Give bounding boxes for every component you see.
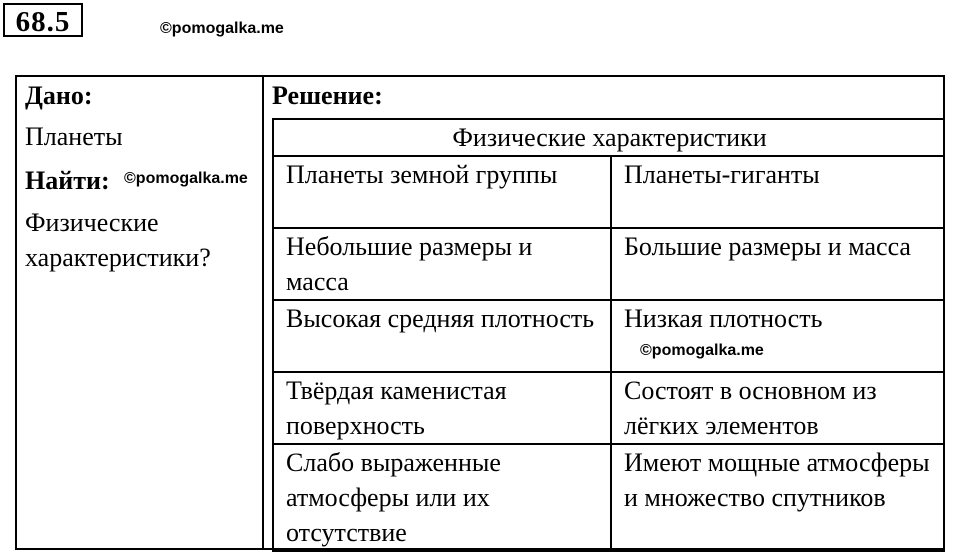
- column-divider: [262, 75, 264, 550]
- cell: Имеют мощные атмосферы и множество спутников: [611, 444, 944, 551]
- problem-number: 68.5: [3, 3, 83, 37]
- table-title: Физические характеристики: [273, 119, 944, 156]
- find-line-1: Физические: [25, 208, 159, 237]
- header-giants: Планеты-гиганты: [611, 156, 944, 228]
- cell: Большие размеры и масса: [611, 228, 944, 300]
- cell: Слабо выраженные атмосферы или их отсутствие: [273, 444, 611, 551]
- watermark: ©pomogalka.me: [160, 20, 284, 37]
- table-row: [273, 228, 944, 300]
- watermark: ©pomogalka.me: [640, 342, 764, 359]
- table-row: [273, 300, 944, 372]
- cell: Твёрдая каменистая поверхность: [273, 372, 611, 444]
- given-value: Планеты: [25, 122, 123, 151]
- table-header-row: [273, 156, 944, 228]
- watermark: ©pomogalka.me: [124, 170, 248, 187]
- table-row: [273, 372, 944, 444]
- cell: Небольшие размеры и масса: [273, 228, 611, 300]
- cell: Высокая средняя плотность: [273, 300, 611, 372]
- table-row: [273, 444, 944, 551]
- given-label: Дано:: [25, 81, 93, 110]
- solution-label: Решение:: [272, 81, 383, 110]
- header-terrestrial: Планеты земной группы: [273, 156, 611, 228]
- cell: Состоят в основном из лёгких элементов: [611, 372, 944, 444]
- find-line-2: характеристики?: [25, 243, 211, 272]
- find-label: Найти:: [25, 166, 110, 195]
- cell: Низкая плотность: [611, 300, 944, 372]
- characteristics-table: [272, 118, 945, 552]
